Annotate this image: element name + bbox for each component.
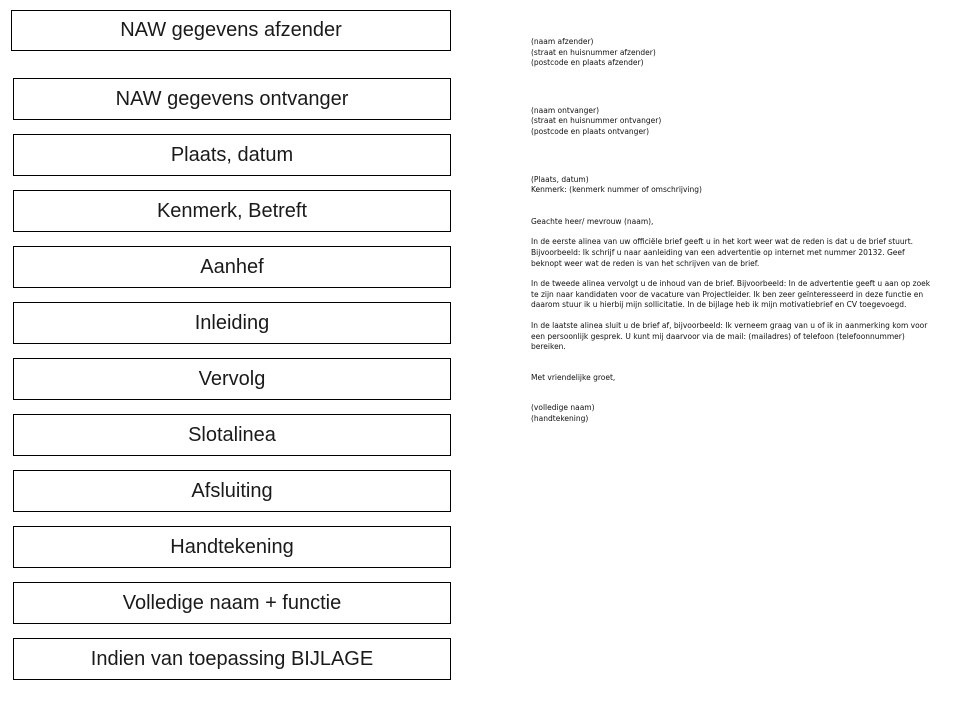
section-box-salutation (13, 246, 451, 288)
section-box-final-paragraph (13, 414, 451, 456)
section-box-signature (13, 526, 451, 568)
recipient-block (531, 106, 933, 138)
sender-name: (naam afzender) (531, 37, 594, 46)
section-box-place-date (13, 134, 451, 176)
signature: (handtekening) (531, 413, 589, 423)
section-box-recipient-details (13, 78, 451, 120)
full-name: (volledige naam) (531, 403, 595, 413)
closing-paragraph: In de laatste alinea sluit u de brief af, bijvoorbeeld: Ik verneem graag van u of ik in aanmerking kom voor een persoonlijk gesprek. U kunt mij daarvoor via de mail: (mailadres) of telefoon (telefoonnummer) bereiken. (531, 320, 928, 352)
section-label: Handtekening (170, 535, 294, 558)
section-label: Afsluiting (191, 479, 273, 502)
section-label: Vervolg (198, 367, 266, 390)
recipient-postcode: (postcode en plaats ontvanger) (531, 126, 650, 136)
section-label: Plaats, datum (170, 143, 294, 166)
date-reference-block (531, 175, 933, 196)
section-box-introduction (13, 302, 451, 344)
section-box-full-name (13, 582, 451, 624)
salutation: Geachte heer/ mevrouw (naam), (531, 216, 654, 226)
section-label: Indien van toepassing BIJLAGE (90, 647, 374, 670)
intro-paragraph: In de eerste alinea van uw officiële brief geeft u in het kort weer wat de reden is dat u de brief stuurt. Bijvoorbeeld: Ik schrijf u naar aanleiding van een advertentie op internet met nummer 20132. Geef beknopt weer wat de reden is van het schrijven van de brief. (531, 237, 914, 268)
section-label: Inleiding (194, 311, 270, 334)
example-letter (531, 37, 933, 424)
section-label: NAW gegevens ontvanger (115, 87, 349, 110)
recipient-name: (naam ontvanger) (531, 105, 600, 115)
sender-street: (straat en huisnummer afzender) (531, 47, 656, 57)
place-date: (Plaats, datum) (531, 174, 589, 184)
section-box-attachment (13, 638, 451, 680)
section-box-reference (13, 190, 451, 232)
reference: Kenmerk: (kenmerk nummer of omschrijving) (531, 185, 702, 195)
body-paragraph: In de tweede alinea vervolgt u de inhoud van de brief. Bijvoorbeeld: In de advertentie geeft u aan op zoek te zijn naar kandidaten voor de vacature van Projectleider. Ik ben zeer geïnteresseerd in deze functie en daarom stuur ik u hierbij mijn sollicitatie. In de bijlage heb ik mijn motivatiebrief en CV toegevoegd. (531, 279, 931, 310)
sender-block (531, 37, 933, 69)
signature-block (531, 403, 933, 424)
section-label: Kenmerk, Betreft (156, 199, 308, 222)
sender-postcode: (postcode en plaats afzender) (531, 58, 644, 68)
section-label: Volledige naam + functie (122, 591, 342, 614)
section-label: Slotalinea (188, 423, 276, 446)
section-box-continuation (13, 358, 451, 400)
section-box-sender-details (11, 10, 451, 51)
greeting: Met vriendelijke groet, (531, 372, 616, 382)
recipient-street: (straat en huisnummer ontvanger) (531, 116, 662, 126)
section-label: NAW gegevens afzender (120, 19, 342, 41)
section-box-closing (13, 470, 451, 512)
section-label: Aanhef (200, 255, 264, 278)
